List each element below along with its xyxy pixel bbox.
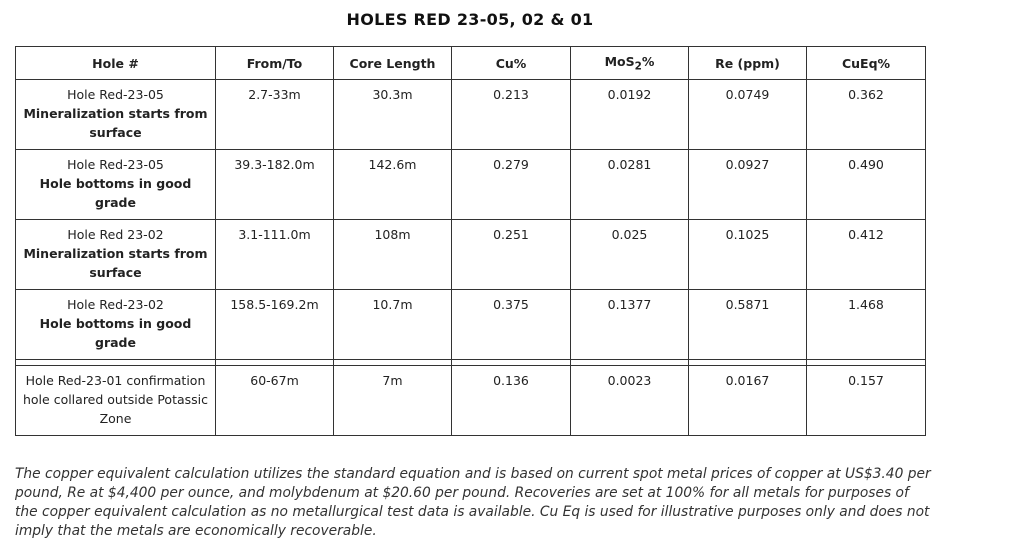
header-mos2-prefix: MoS	[604, 53, 635, 69]
cell-cu: 0.213	[452, 80, 571, 150]
hole-note: Mineralization starts from surface	[23, 246, 208, 280]
cell-cueq: 0.362	[807, 80, 926, 150]
drill-results-table	[15, 46, 926, 436]
cell-core-length: 7m	[334, 366, 452, 436]
header-re: Re (ppm)	[689, 47, 807, 80]
cell-re: 0.1025	[689, 220, 807, 290]
cell-cueq: 0.490	[807, 150, 926, 220]
cell-hole	[16, 290, 216, 360]
header-cu: Cu%	[452, 47, 571, 80]
cell-hole	[16, 80, 216, 150]
hole-note: Hole bottoms in good grade	[39, 316, 192, 350]
cell-from-to: 158.5-169.2m	[216, 290, 334, 360]
header-hole: Hole #	[16, 47, 216, 80]
table-row	[16, 80, 926, 150]
header-core-length: Core Length	[334, 47, 452, 80]
page-title: HOLES RED 23-05, 02 & 01	[346, 10, 594, 29]
cell-mos2: 0.025	[571, 220, 689, 290]
cell-hole	[16, 366, 216, 436]
cell-mos2: 0.0192	[571, 80, 689, 150]
table-row	[16, 150, 926, 220]
hole-id: Hole Red 23-02	[67, 227, 164, 242]
header-from-to: From/To	[216, 47, 334, 80]
cell-cueq: 0.412	[807, 220, 926, 290]
cell-core-length: 142.6m	[334, 150, 452, 220]
hole-note: Hole bottoms in good grade	[39, 176, 192, 210]
cell-mos2: 0.0281	[571, 150, 689, 220]
cell-cu: 0.279	[452, 150, 571, 220]
cell-core-length: 30.3m	[334, 80, 452, 150]
footnote: The copper equivalent calculation utilizes the standard equation and is based on current spot metal prices of copper at US$3.40 per pound, Re at $4,400 per ounce, and molybdenum at $20.60 per pound. Recoveries are set at 100% for all metals for purposes of the copper equivalent calculation as no metallurgical test data is available. Cu Eq is used for illustrative purposes only and does not imply that the metals are economically recoverable.	[15, 466, 931, 539]
cell-core-length: 10.7m	[334, 290, 452, 360]
hole-note: Mineralization starts from surface	[23, 106, 208, 140]
table-header-row	[16, 47, 926, 80]
cell-cueq: 1.468	[807, 290, 926, 360]
cell-from-to: 39.3-182.0m	[216, 150, 334, 220]
header-cueq: CuEq%	[807, 47, 926, 80]
hole-id: Hole Red-23-02	[67, 297, 164, 312]
hole-id: Hole Red-23-05	[67, 87, 164, 102]
cell-cu: 0.136	[452, 366, 571, 436]
cell-core-length: 108m	[334, 220, 452, 290]
cell-hole	[16, 220, 216, 290]
table-row	[16, 366, 926, 436]
cell-re: 0.5871	[689, 290, 807, 360]
cell-from-to: 2.7-33m	[216, 80, 334, 150]
header-mos2-subscript: 2	[634, 60, 642, 73]
hole-id: Hole Red-23-01 confirmation hole collared outside Potassic Zone	[22, 373, 209, 426]
cell-re: 0.0167	[689, 366, 807, 436]
cell-cu: 0.375	[452, 290, 571, 360]
cell-from-to: 60-67m	[216, 366, 334, 436]
cell-re: 0.0927	[689, 150, 807, 220]
cell-cueq: 0.157	[807, 366, 926, 436]
cell-mos2: 0.1377	[571, 290, 689, 360]
cell-mos2: 0.0023	[571, 366, 689, 436]
hole-id: Hole Red-23-05	[67, 157, 164, 172]
table-row	[16, 220, 926, 290]
header-mos2-suffix: %	[641, 53, 655, 69]
cell-re: 0.0749	[689, 80, 807, 150]
header-mos2	[571, 47, 689, 80]
cell-hole	[16, 150, 216, 220]
table-row	[16, 290, 926, 360]
cell-from-to: 3.1-111.0m	[216, 220, 334, 290]
cell-cu: 0.251	[452, 220, 571, 290]
